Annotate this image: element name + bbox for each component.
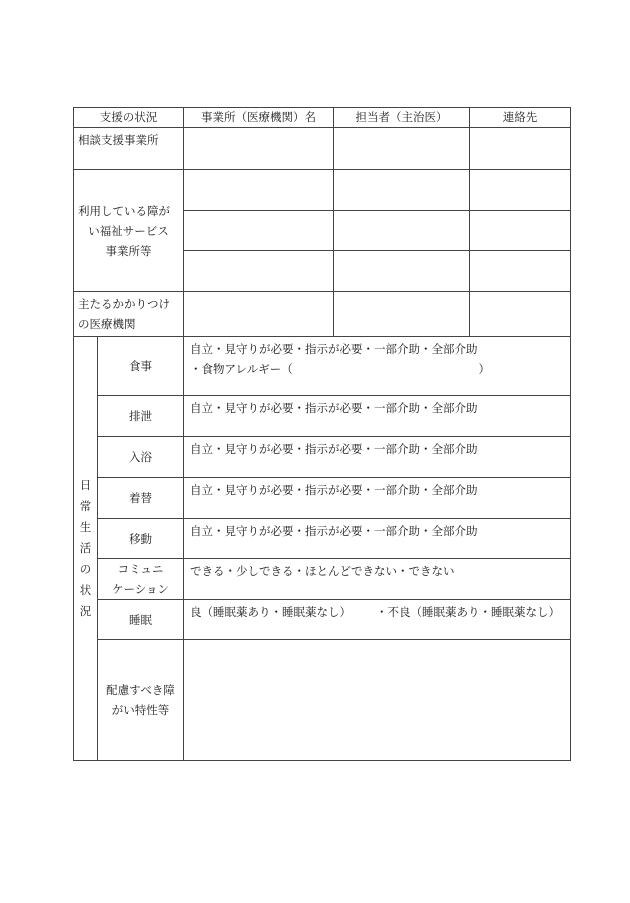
dressing-options[interactable]: 自立・見守りが必要・指示が必要・一部介助・全部介助 <box>184 478 571 519</box>
welfare-person-cell-2[interactable] <box>334 211 470 251</box>
dressing-label: 着替 <box>98 478 184 519</box>
meal-options[interactable] <box>184 337 571 396</box>
sleep-options-row <box>190 602 564 622</box>
daily-char-4: 活 <box>79 541 92 555</box>
welfare-label-line2: い福祉サービス <box>88 223 169 238</box>
clinic-label-line2: の医療機関 <box>78 317 136 331</box>
daily-char-6: 状 <box>79 583 92 597</box>
daily-char-5: の <box>79 562 92 576</box>
notes-input-cell[interactable] <box>184 640 571 761</box>
row-label-consult-office: 相談支援事業所 <box>74 128 184 170</box>
meal-options-text: 自立・見守りが必要・指示が必要・一部介助・全部介助 <box>190 342 478 356</box>
support-status-table <box>73 107 571 761</box>
food-allergy-label: ・食物アレルギー（ <box>190 362 293 376</box>
welfare-office-name-cell-3[interactable] <box>184 251 334 292</box>
meal-label: 食事 <box>98 337 184 396</box>
notes-label-line2: がい特性等 <box>111 703 170 717</box>
daily-char-3: 生 <box>79 520 92 534</box>
daily-char-7: 況 <box>79 604 92 618</box>
header-contact: 連絡先 <box>470 108 571 128</box>
notes-label <box>98 640 184 761</box>
header-person-in-charge: 担当者（主治医） <box>334 108 470 128</box>
mobility-label: 移動 <box>98 519 184 559</box>
toilet-label: 排泄 <box>98 396 184 437</box>
communication-options[interactable]: できる・少しできる・ほとんどできない・できない <box>184 559 571 600</box>
notes-label-line1: 配慮すべき障 <box>106 683 175 697</box>
mobility-options[interactable]: 自立・見守りが必要・指示が必要・一部介助・全部介助 <box>184 519 571 559</box>
clinic-contact-cell[interactable] <box>470 292 571 337</box>
header-office-name: 事業所（医療機関）名 <box>184 108 334 128</box>
sleep-good-option: 良（睡眠薬あり・睡眠薬なし） <box>190 605 351 619</box>
daily-life-group-label <box>74 337 98 761</box>
consult-contact-cell[interactable] <box>470 128 571 170</box>
communication-label-line2: ケーション <box>111 582 170 596</box>
bath-label: 入浴 <box>98 437 184 478</box>
welfare-person-cell-3[interactable] <box>334 251 470 292</box>
row-label-primary-clinic <box>74 292 184 337</box>
welfare-person-cell-1[interactable] <box>334 170 470 211</box>
welfare-office-name-cell-2[interactable] <box>184 211 334 251</box>
sleep-label: 睡眠 <box>98 600 184 640</box>
welfare-contact-cell-3[interactable] <box>470 251 571 292</box>
welfare-contact-cell-2[interactable] <box>470 211 571 251</box>
food-allergy-close: ） <box>478 362 490 376</box>
clinic-person-cell[interactable] <box>334 292 470 337</box>
welfare-office-name-cell-1[interactable] <box>184 170 334 211</box>
welfare-label-line1: 利用している障が <box>78 203 170 218</box>
clinic-name-cell[interactable] <box>184 292 334 337</box>
welfare-label-line3: 事業所等 <box>105 243 152 258</box>
clinic-label-line1: 主たるかかりつけ <box>78 297 170 311</box>
header-support-status: 支援の状況 <box>74 108 184 128</box>
daily-char-2: 常 <box>79 499 92 513</box>
sleep-options[interactable] <box>184 600 571 640</box>
daily-char-1: 日 <box>79 478 92 492</box>
consult-person-cell[interactable] <box>334 128 470 170</box>
communication-label-line1: コミュニ <box>117 562 164 576</box>
welfare-contact-cell-1[interactable] <box>470 170 571 211</box>
bath-options[interactable]: 自立・見守りが必要・指示が必要・一部介助・全部介助 <box>184 437 571 478</box>
consult-office-name-cell[interactable] <box>184 128 334 170</box>
sleep-bad-option: ・不良（睡眠薬あり・睡眠薬なし） <box>376 605 560 619</box>
communication-label <box>98 559 184 600</box>
toilet-options[interactable]: 自立・見守りが必要・指示が必要・一部介助・全部介助 <box>184 396 571 437</box>
row-label-welfare-service <box>74 170 184 292</box>
food-allergy-line <box>190 359 490 379</box>
